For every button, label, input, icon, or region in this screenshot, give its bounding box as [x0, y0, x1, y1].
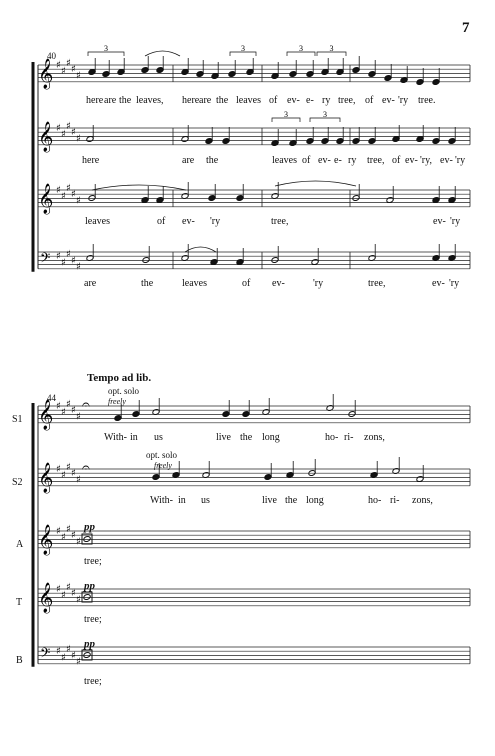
treble-clef-icon: 𝄞 — [38, 122, 54, 152]
key-signature-sharp-icon: ♯ — [61, 652, 66, 664]
lyric-syllable: tree, — [367, 155, 385, 166]
part-label-b: B — [16, 655, 23, 666]
lyric-syllable: live — [262, 495, 277, 506]
key-signature-sharp-icon: ♯ — [66, 523, 71, 535]
lyric-syllable: of — [365, 95, 374, 106]
key-signature-sharp-icon: ♯ — [56, 184, 61, 196]
key-signature-sharp-icon: ♯ — [61, 191, 66, 203]
lyric-syllable: ry — [322, 95, 331, 106]
key-signature-sharp-icon: ♯ — [76, 411, 81, 423]
lyric-syllable: e- — [306, 95, 314, 106]
treble-clef-icon: 𝄞 — [38, 583, 54, 613]
key-signature-sharp-icon: ♯ — [71, 64, 76, 76]
dynamic-pp-b: pp — [84, 638, 95, 650]
lyric-syllable: of — [269, 95, 278, 106]
lyric-syllable: 'ry — [313, 278, 324, 289]
key-signature-sharp-icon: ♯ — [76, 474, 81, 486]
part-label-t: T — [16, 597, 23, 608]
lyric-syllable: tree; — [84, 614, 102, 625]
slur — [92, 185, 186, 190]
key-signature-sharp-icon: ♯ — [76, 133, 81, 145]
key-signature-sharp-icon: ♯ — [56, 583, 61, 595]
key-signature-sharp-icon: ♯ — [76, 594, 81, 606]
key-signature-sharp-icon: ♯ — [56, 251, 61, 263]
lyric-syllable: of — [242, 278, 251, 289]
treble-clef-icon: 𝄞 — [38, 463, 54, 493]
lyric-syllable: ev- — [182, 216, 195, 227]
lyric-syllable: the — [240, 432, 253, 443]
lyric-syllable: in — [178, 495, 186, 506]
slur — [275, 181, 356, 186]
lyric-syllable: tree, — [368, 278, 386, 289]
key-signature-sharp-icon: ♯ — [56, 122, 61, 134]
key-signature-sharp-icon: ♯ — [71, 650, 76, 662]
key-signature-sharp-icon: ♯ — [66, 461, 71, 473]
treble-clef-icon: 𝄞 — [38, 525, 54, 555]
lyric-syllable: are — [199, 95, 212, 106]
bass-clef-icon: 𝄢 — [40, 250, 51, 269]
lyric-syllable: here — [86, 95, 104, 106]
tuplet-number: 3 — [241, 44, 245, 53]
lyric-syllable: of — [392, 155, 401, 166]
key-signature-sharp-icon: ♯ — [61, 470, 66, 482]
lyric-syllable: of — [157, 216, 166, 227]
dynamic-pp-t: pp — [84, 580, 95, 592]
key-signature-sharp-icon: ♯ — [76, 261, 81, 273]
lyric-syllable: 'ry — [450, 216, 461, 227]
tuplet-number: 3 — [284, 110, 288, 119]
lyric-syllable: zons, — [412, 495, 433, 506]
key-signature-sharp-icon: ♯ — [71, 468, 76, 480]
tuplet-number: 3 — [329, 44, 334, 53]
key-signature-sharp-icon: ♯ — [71, 189, 76, 201]
lyric-syllable: With- — [104, 432, 127, 443]
tuplet-number: 3 — [299, 44, 303, 53]
lyric-syllable: in — [130, 432, 138, 443]
lyric-syllable: ev- — [382, 95, 395, 106]
lyric-syllable: ri- — [344, 432, 354, 443]
key-signature-sharp-icon: ♯ — [56, 400, 61, 412]
key-signature-sharp-icon: ♯ — [66, 581, 71, 593]
key-signature-sharp-icon: ♯ — [56, 463, 61, 475]
lyric-syllable: 'ry, — [420, 155, 432, 166]
lyric-syllable: ev- — [440, 155, 453, 166]
lyric-syllable: ev- — [272, 278, 285, 289]
lyric-syllable: ry — [348, 155, 357, 166]
key-signature-sharp-icon: ♯ — [66, 644, 71, 655]
lyric-syllable: e- — [334, 155, 342, 166]
key-signature-sharp-icon: ♯ — [56, 59, 61, 71]
part-label-s2: S2 — [12, 477, 23, 488]
lyric-syllable: the — [141, 278, 154, 289]
lyric-syllable: leaves — [272, 155, 297, 166]
tuplet-number: 3 — [323, 110, 327, 119]
key-signature-sharp-icon: ♯ — [56, 525, 61, 537]
key-signature-sharp-icon: ♯ — [71, 588, 76, 600]
note-head — [83, 652, 91, 659]
lyric-syllable: long — [306, 495, 324, 506]
lyric-syllable: 'ry — [449, 278, 460, 289]
key-signature-sharp-icon: ♯ — [66, 57, 71, 69]
key-signature-sharp-icon: ♯ — [76, 70, 81, 82]
lyric-syllable: ev- — [318, 155, 331, 166]
lyric-syllable: 'ry — [398, 95, 409, 106]
lyric-syllable: ho- — [368, 495, 382, 506]
lyric-syllable: are — [104, 95, 117, 106]
key-signature-sharp-icon: ♯ — [71, 127, 76, 139]
opt-solo-s2: opt. solo — [146, 450, 178, 460]
lyric-syllable: of — [302, 155, 311, 166]
lyric-syllable: are — [84, 278, 97, 289]
lyric-syllable: ev- — [287, 95, 300, 106]
lyric-syllable: leaves — [182, 278, 207, 289]
key-signature-sharp-icon: ♯ — [76, 656, 81, 668]
lyric-syllable: leaves, — [136, 95, 164, 106]
key-signature-sharp-icon: ♯ — [71, 255, 76, 267]
lyric-syllable: zons, — [364, 432, 385, 443]
dynamic-pp-a: pp — [84, 521, 95, 533]
lyric-syllable: tree, — [338, 95, 356, 106]
note-head — [83, 594, 91, 601]
slur — [145, 51, 180, 56]
key-signature-sharp-icon: ♯ — [66, 398, 71, 410]
page-number: 7 — [462, 20, 470, 36]
tempo-marking: Tempo ad lib. — [87, 372, 152, 384]
fermata-icon: 𝄐 — [82, 397, 90, 413]
lyric-syllable: ho- — [325, 432, 339, 443]
freely-s2: freely — [154, 461, 172, 470]
key-signature-sharp-icon: ♯ — [61, 407, 66, 419]
lyric-syllable: leaves — [236, 95, 261, 106]
fermata-icon: 𝄐 — [82, 460, 90, 476]
tuplet-number: 3 — [104, 44, 108, 53]
key-signature-sharp-icon: ♯ — [66, 249, 71, 260]
lyric-syllable: live — [216, 432, 231, 443]
lyric-syllable: us — [154, 432, 163, 443]
lyric-syllable: ev- — [405, 155, 418, 166]
treble-clef-icon: 𝄞 — [38, 59, 54, 89]
lyric-syllable: long — [262, 432, 280, 443]
lyric-syllable: the — [119, 95, 132, 106]
part-label-a: A — [16, 539, 24, 550]
bar-number-40: 40 — [47, 51, 56, 61]
lyric-syllable: ev- — [433, 216, 446, 227]
key-signature-sharp-icon: ♯ — [61, 129, 66, 141]
key-signature-sharp-icon: ♯ — [66, 120, 71, 132]
lyric-syllable: 'ry — [210, 216, 221, 227]
bar-number-44: 44 — [47, 393, 56, 403]
lyric-syllable: With- — [150, 495, 173, 506]
lyric-syllable: tree; — [84, 556, 102, 567]
lyric-syllable: us — [201, 495, 210, 506]
lyric-syllable: ri- — [390, 495, 400, 506]
key-signature-sharp-icon: ♯ — [61, 590, 66, 602]
opt-solo-s1: opt. solo — [108, 386, 140, 396]
treble-clef-icon: 𝄞 — [38, 184, 54, 214]
key-signature-sharp-icon: ♯ — [71, 405, 76, 417]
lyric-syllable: tree. — [418, 95, 436, 106]
notes — [38, 44, 456, 668]
bass-clef-icon: 𝄢 — [40, 645, 51, 664]
treble-clef-icon: 𝄞 — [38, 400, 54, 430]
part-label-s1: S1 — [12, 414, 23, 425]
staff-lines — [33, 59, 470, 667]
note-head — [83, 536, 91, 543]
slur — [185, 247, 216, 252]
freely-s1: freely — [108, 397, 126, 406]
lyric-syllable: 'ry — [455, 155, 466, 166]
lyric-syllable: leaves — [85, 216, 110, 227]
lyric-syllable: ev- — [432, 278, 445, 289]
lyric-syllable: the — [206, 155, 219, 166]
lyric-syllable: the — [216, 95, 229, 106]
lyric-syllable: here — [82, 155, 100, 166]
key-signature-sharp-icon: ♯ — [61, 257, 66, 269]
lyric-syllable: tree; — [84, 676, 102, 687]
key-signature-sharp-icon: ♯ — [76, 195, 81, 207]
key-signature-sharp-icon: ♯ — [71, 530, 76, 542]
lyric-syllable: the — [285, 495, 298, 506]
key-signature-sharp-icon: ♯ — [66, 182, 71, 194]
key-signature-sharp-icon: ♯ — [76, 536, 81, 548]
lyric-syllable: here — [182, 95, 200, 106]
lyric-syllable: tree, — [271, 216, 289, 227]
lyric-syllable: are — [182, 155, 195, 166]
key-signature-sharp-icon: ♯ — [61, 66, 66, 78]
key-signature-sharp-icon: ♯ — [61, 532, 66, 544]
key-signature-sharp-icon: ♯ — [56, 646, 61, 658]
